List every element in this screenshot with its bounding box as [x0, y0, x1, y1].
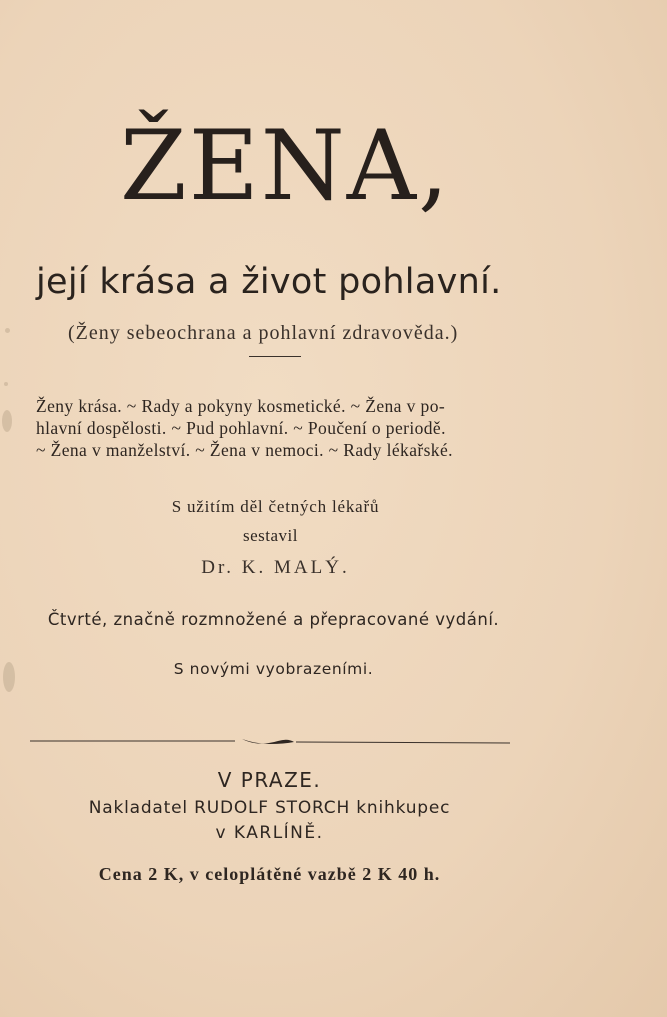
topics-line: hlavní dospělosti. ~ Pud pohlavní. ~ Poučení o periodě.	[36, 418, 446, 438]
book-subtitle: její krása a život pohlavní.	[36, 262, 502, 302]
price-line: Cena 2 K, v celoplátěné vazbě 2 K 40 h.	[98, 864, 441, 884]
credits-with-use: S užitím děl četných lékařů	[171, 497, 380, 516]
credits-compiled-by: sestavil	[243, 526, 298, 545]
topics-line: ~ Žena v manželství. ~ Žena v nemoci. ~ Rady lékařské.	[36, 440, 453, 460]
paper-stain	[3, 662, 15, 692]
topics-list	[36, 395, 516, 461]
edition-note: Čtvrté, značně rozmnožené a přepracované vydání.	[47, 610, 500, 629]
topics-line: Ženy krása. ~ Rady a pokyny kosmetické. ~ Žena v po-	[36, 396, 446, 416]
short-divider	[249, 356, 301, 357]
illustrations-note: S novými vyobrazeními.	[173, 660, 374, 678]
imprint-city: V PRAZE.	[217, 768, 322, 792]
parenthetical-subtitle: (Ženy sebeochrana a pohlavní zdravověda.)	[68, 322, 459, 344]
imprint-publisher: Nakladatel RUDOLF STORCH knihkupec	[88, 798, 451, 818]
author-name: Dr. K. MALÝ.	[201, 557, 350, 578]
ornamental-divider	[30, 735, 510, 749]
imprint-place: v KARLÍNĚ.	[215, 823, 324, 843]
paper-stain	[5, 328, 10, 333]
paper-stain	[2, 410, 12, 432]
book-title: ŽENA,	[120, 110, 451, 222]
paper-stain	[4, 382, 8, 386]
